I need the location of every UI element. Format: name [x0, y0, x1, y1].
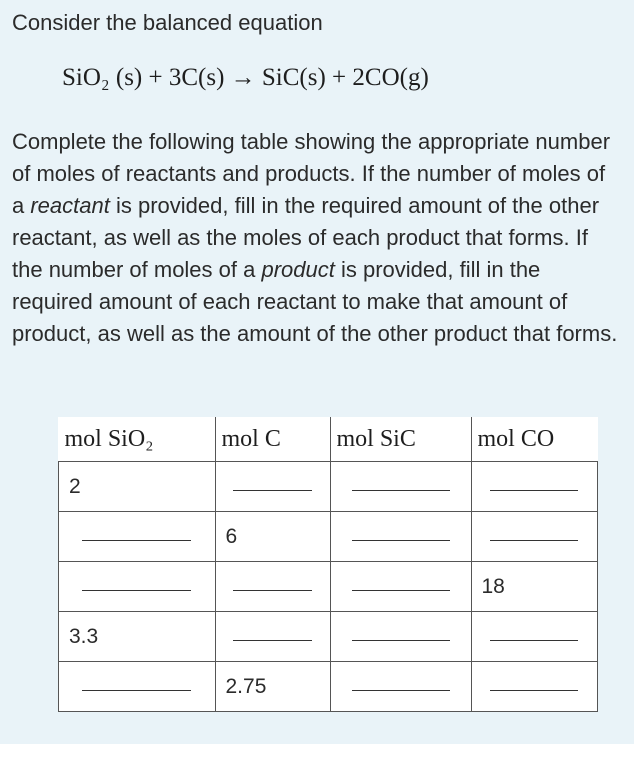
- cell-co[interactable]: [471, 512, 598, 562]
- given-value: 2.75: [225, 674, 267, 698]
- table-row: [59, 512, 598, 562]
- cell-sic[interactable]: [330, 662, 471, 712]
- answer-blank[interactable]: [82, 540, 191, 541]
- cell-sic[interactable]: [330, 612, 471, 662]
- cell-c[interactable]: [215, 612, 330, 662]
- instructions-part-2: is provided, fill in the required amount of the other reactant, as well as the moles of each product that forms. If the number of moles of a: [12, 193, 600, 282]
- cell-sio2: [59, 462, 216, 512]
- answer-blank[interactable]: [490, 540, 578, 541]
- cell-c: [215, 512, 330, 562]
- balanced-equation: SiO₂ (s) + 3C(s) → SiC(s) + 2CO(g): [62, 64, 429, 91]
- moles-table: [58, 417, 598, 712]
- given-value: 18: [481, 574, 505, 598]
- answer-blank[interactable]: [490, 690, 578, 691]
- instructions-emphasis-product: product: [261, 257, 335, 282]
- given-value: 3.3: [69, 624, 99, 648]
- table-header-row: [59, 417, 598, 462]
- instructions-emphasis-reactant: reactant: [30, 193, 110, 218]
- cell-sic[interactable]: [330, 462, 471, 512]
- intro-text: Consider the balanced equation: [12, 10, 323, 35]
- cell-sio2[interactable]: [59, 512, 216, 562]
- instructions-part-1: Complete the following table showing the appropriate number of moles of reactants and products. If the number of moles of a: [12, 129, 611, 218]
- answer-blank[interactable]: [352, 640, 450, 641]
- cell-co[interactable]: [471, 612, 598, 662]
- cell-c[interactable]: [215, 562, 330, 612]
- cell-co[interactable]: [471, 462, 598, 512]
- header-mol-sic: mol SiC: [330, 417, 471, 462]
- cell-sio2: [59, 612, 216, 662]
- cell-co: [471, 562, 598, 612]
- cell-co[interactable]: [471, 662, 598, 712]
- cell-c: [215, 662, 330, 712]
- table-row: [59, 662, 598, 712]
- answer-blank[interactable]: [233, 590, 313, 591]
- answer-blank[interactable]: [352, 690, 450, 691]
- answer-blank[interactable]: [352, 540, 450, 541]
- table-row: [59, 562, 598, 612]
- answer-blank[interactable]: [490, 490, 578, 491]
- table-row: [59, 612, 598, 662]
- cell-sic[interactable]: [330, 512, 471, 562]
- answer-blank[interactable]: [233, 640, 313, 641]
- instructions-part-3: is provided, fill in the required amount of each reactant to make that amount of product, as well as the amount of the other product that forms.: [12, 257, 618, 346]
- cell-c[interactable]: [215, 462, 330, 512]
- answer-blank[interactable]: [352, 490, 450, 491]
- header-mol-co: mol CO: [471, 417, 598, 462]
- answer-blank[interactable]: [82, 690, 191, 691]
- answer-blank[interactable]: [82, 590, 191, 591]
- given-value: 6: [225, 524, 238, 548]
- cell-sio2[interactable]: [59, 662, 216, 712]
- given-value: 2: [69, 474, 81, 498]
- answer-blank[interactable]: [352, 590, 450, 591]
- header-mol-sio2: mol SiO₂: [59, 417, 216, 462]
- answer-blank[interactable]: [490, 640, 578, 641]
- instructions-text: [12, 126, 622, 350]
- header-mol-c: mol C: [215, 417, 330, 462]
- cell-sio2[interactable]: [59, 562, 216, 612]
- table-row: [59, 462, 598, 512]
- cell-sic[interactable]: [330, 562, 471, 612]
- answer-blank[interactable]: [233, 490, 313, 491]
